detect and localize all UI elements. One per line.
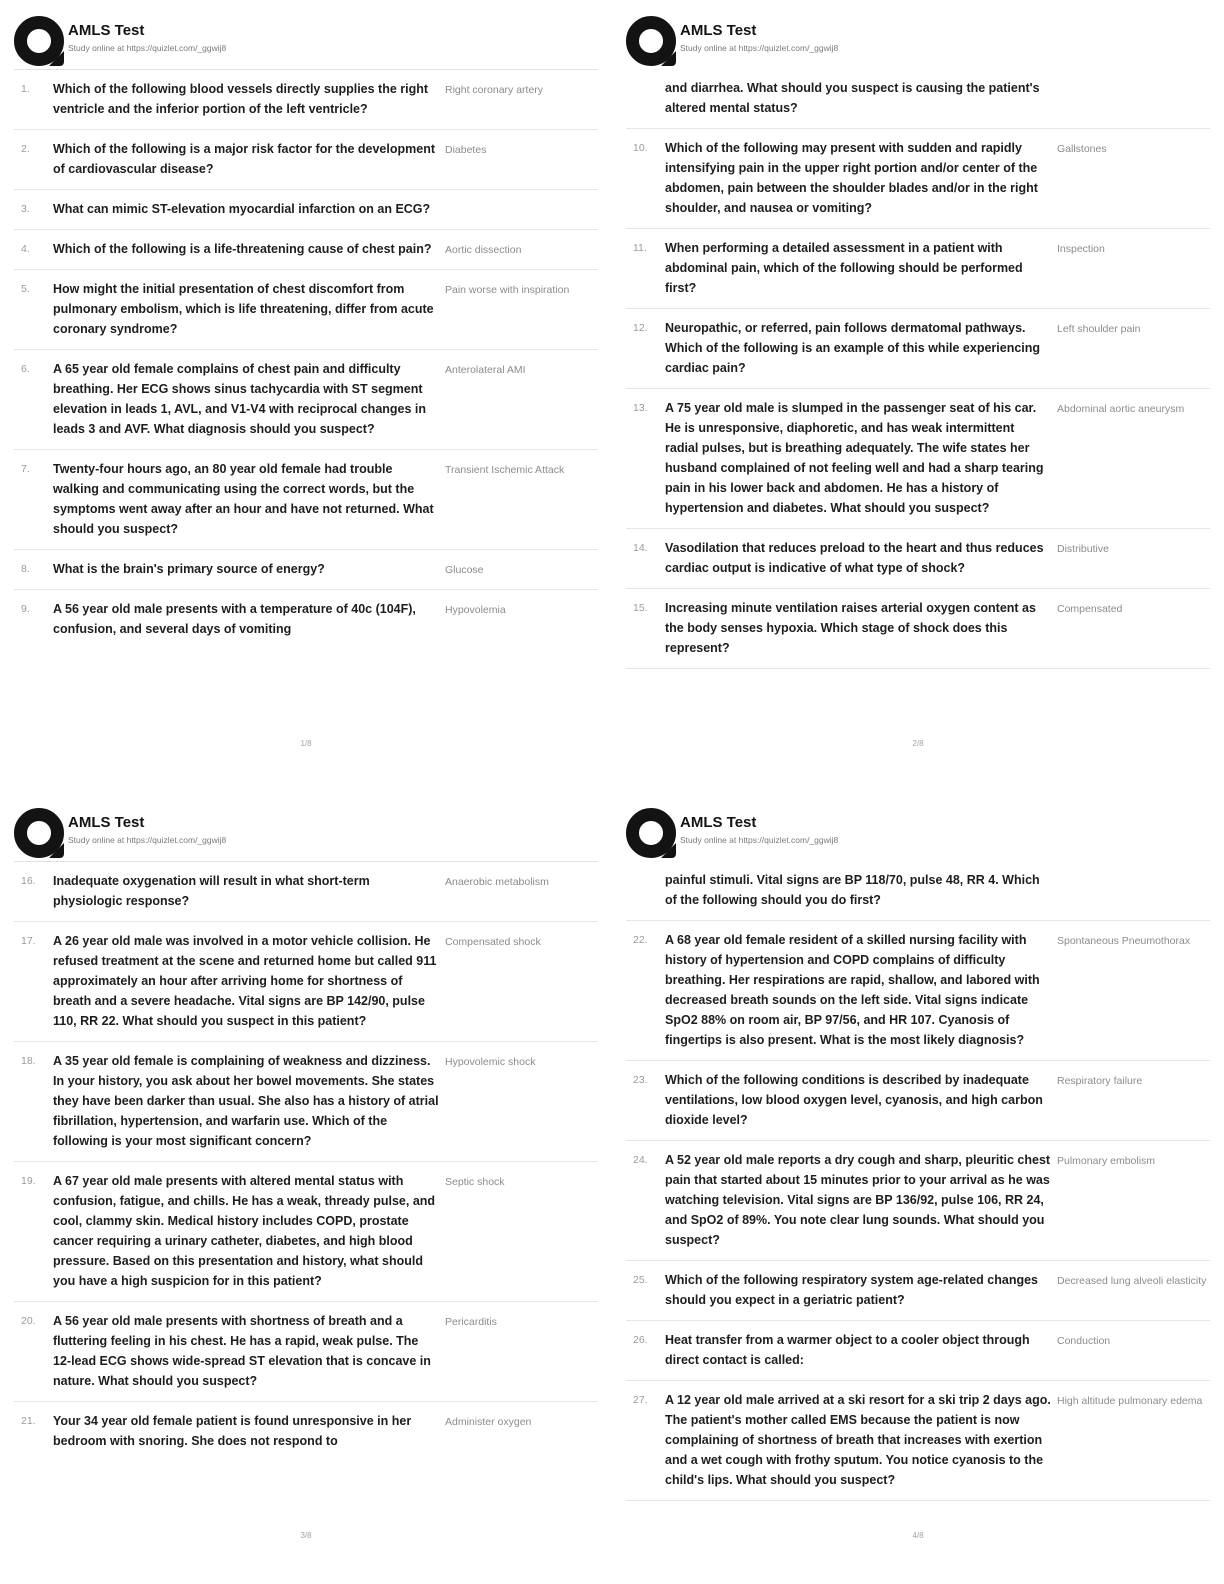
- page-title: AMLS Test: [68, 814, 145, 831]
- question-row: [14, 130, 598, 190]
- question-list: [14, 862, 598, 1461]
- question-row: [14, 590, 598, 649]
- quizlet-q-icon: [14, 808, 64, 858]
- question-row: [14, 1042, 598, 1162]
- quizlet-q-icon: [14, 16, 64, 66]
- question-number: 27.: [633, 1394, 648, 1406]
- question-number: 9.: [21, 603, 30, 615]
- page-header: [626, 16, 1210, 69]
- page-footer: 2/8: [912, 739, 924, 748]
- question-number: 5.: [21, 283, 30, 295]
- question-text: A 35 year old female is complaining of weakness and dizziness. In your history, you ask about her bowel movements. She states they have been darker than usual. She also has a history of atrial fibrillation, hypertension, and warfarin use. Which of the following is your most significant concern?: [53, 1054, 439, 1148]
- question-number: 11.: [633, 242, 647, 254]
- page-header: [14, 808, 598, 862]
- question-row: [626, 1141, 1210, 1261]
- question-text: What is the brain's primary source of energy?: [53, 562, 325, 576]
- question-text: Which of the following respiratory system age-related changes should you expect in a geriatric patient?: [665, 1273, 1038, 1307]
- answer-text: [445, 199, 598, 202]
- question-text: Which of the following blood vessels directly supplies the right ventricle and the inferior portion of the left ventricle?: [53, 82, 429, 116]
- question-text: Your 34 year old female patient is found unresponsive in her bedroom with snoring. She does not respond to: [53, 1414, 412, 1448]
- answer-text: Gallstones: [1057, 143, 1107, 155]
- question-row: [626, 589, 1210, 669]
- question-text: Neuropathic, or referred, pain follows dermatomal pathways. Which of the following is an example of this while experiencing cardiac pain?: [665, 321, 1041, 375]
- quizlet-q-icon: [626, 808, 676, 858]
- question-list: [14, 70, 598, 649]
- question-row: [14, 862, 598, 922]
- question-row: [14, 550, 598, 590]
- header-text: [680, 16, 838, 53]
- page-title: AMLS Test: [68, 22, 145, 39]
- answer-text: Diabetes: [445, 144, 487, 156]
- question-row: [14, 70, 598, 130]
- header-text: [68, 16, 226, 53]
- question-row: [14, 270, 598, 350]
- question-number: 20.: [21, 1315, 36, 1327]
- answer-text: Hypovolemic shock: [445, 1056, 536, 1068]
- page-4: [612, 792, 1224, 1584]
- answer-text: [1057, 78, 1210, 81]
- page-2: [612, 0, 1224, 792]
- page-header: [14, 16, 598, 70]
- question-row: [626, 309, 1210, 389]
- question-continuation-row: [626, 861, 1210, 921]
- question-row: [14, 1402, 598, 1461]
- question-text: What can mimic ST-elevation myocardial infarction on an ECG?: [53, 202, 431, 216]
- question-number: 24.: [633, 1154, 648, 1166]
- question-row: [14, 1302, 598, 1402]
- question-text: Twenty-four hours ago, an 80 year old female had trouble walking and communicating using the correct words, but the symptoms went away after an hour and have not returned. What should you suspect?: [53, 462, 434, 536]
- question-text: painful stimuli. Vital signs are BP 118/70, pulse 48, RR 4. Which of the following should you do first?: [665, 873, 1040, 907]
- question-number: 12.: [633, 322, 648, 334]
- question-row: [626, 921, 1210, 1061]
- answer-text: Respiratory failure: [1057, 1075, 1143, 1087]
- study-online-url: Study online at https://quizlet.com/_ggwij8: [68, 43, 227, 53]
- question-text: Vasodilation that reduces preload to the heart and thus reduces cardiac output is indicative of what type of shock?: [665, 541, 1044, 575]
- page-title: AMLS Test: [680, 22, 757, 39]
- question-number: 3.: [21, 203, 30, 215]
- question-row: [14, 1162, 598, 1302]
- question-number: 18.: [21, 1055, 36, 1067]
- answer-text: Administer oxygen: [445, 1416, 532, 1428]
- question-row: [626, 1381, 1210, 1501]
- question-text: A 12 year old male arrived at a ski resort for a ski trip 2 days ago. The patient's mother called EMS because the patient is now complaining of shortness of breath that increases with exertion and a wet cough with frothy sputum. You notice cyanosis to the child's lips. What should you suspect?: [665, 1393, 1051, 1487]
- question-number: 7.: [21, 463, 30, 475]
- question-number: 22.: [633, 934, 648, 946]
- question-text: A 65 year old female complains of chest pain and difficulty breathing. Her ECG shows sinus tachycardia with ST segment elevation in leads 1, AVL, and V1-V4 with reciprocal changes in leads 3 and AVF. What diagnosis should you suspect?: [53, 362, 427, 436]
- question-text: Heat transfer from a warmer object to a cooler object through direct contact is called:: [665, 1333, 1030, 1367]
- answer-text: Conduction: [1057, 1335, 1111, 1347]
- question-number: 10.: [633, 142, 648, 154]
- quizlet-q-icon: [626, 16, 676, 66]
- question-text: A 52 year old male reports a dry cough and sharp, pleuritic chest pain that started about 15 minutes prior to your arrival as he was watching television. Vital signs are BP 136/92, pulse 106, RR 24, and SpO2 of 89%. You note clear lung sounds. What should you suspect?: [665, 1153, 1051, 1247]
- question-text: A 67 year old male presents with altered mental status with confusion, fatigue, and chills. He has a weak, thready pulse, and cool, clammy skin. Medical history includes COPD, prostate cancer requiring a urinary catheter, diabetes, and high blood pressure. Based on this presentation and history, what should you have a high suspicion for in this patient?: [53, 1174, 436, 1288]
- question-number: 6.: [21, 363, 30, 375]
- question-number: 25.: [633, 1274, 648, 1286]
- page-3: [0, 792, 612, 1584]
- question-row: [626, 1261, 1210, 1321]
- answer-text: Decreased lung alveoli elasticity: [1057, 1275, 1207, 1287]
- study-online-url: Study online at https://quizlet.com/_ggwij8: [680, 43, 839, 53]
- question-row: [626, 1321, 1210, 1381]
- question-row: [14, 350, 598, 450]
- question-row: [14, 922, 598, 1042]
- question-number: [626, 870, 665, 873]
- question-text: How might the initial presentation of chest discomfort from pulmonary embolism, which is life threatening, differ from acute coronary syndrome?: [53, 282, 434, 336]
- answer-text: Abdominal aortic aneurysm: [1057, 403, 1185, 415]
- question-number: 26.: [633, 1334, 648, 1346]
- question-number: 16.: [21, 875, 36, 887]
- page-footer: 4/8: [912, 1531, 924, 1540]
- question-text: A 68 year old female resident of a skilled nursing facility with history of hypertension and COPD complains of difficulty breathing. Her respirations are rapid, shallow, and labored with decreased breath sounds on the left side. Vital signs indicate SpO2 88% on room air, BP 97/56, and HR 107. Cyanosis of fingertips is also present. What is the most likely diagnosis?: [665, 933, 1040, 1047]
- question-text: Which of the following is a life-threatening cause of chest pain?: [53, 242, 432, 256]
- question-number: 15.: [633, 602, 648, 614]
- question-row: [14, 450, 598, 550]
- question-row: [626, 389, 1210, 529]
- question-row: [626, 1061, 1210, 1141]
- answer-text: Transient Ischemic Attack: [445, 464, 565, 476]
- answer-text: Aortic dissection: [445, 244, 522, 256]
- question-list: [626, 69, 1210, 669]
- page-header: [626, 808, 1210, 861]
- question-text: and diarrhea. What should you suspect is causing the patient's altered mental status?: [665, 81, 1040, 115]
- answer-text: Pulmonary embolism: [1057, 1155, 1156, 1167]
- study-online-url: Study online at https://quizlet.com/_ggwij8: [680, 835, 839, 845]
- question-number: 1.: [21, 83, 30, 95]
- answer-text: Septic shock: [445, 1176, 505, 1188]
- page-1: [0, 0, 612, 792]
- answer-text: Right coronary artery: [445, 84, 544, 96]
- header-text: [68, 808, 226, 845]
- question-text: Inadequate oxygenation will result in what short-term physiologic response?: [53, 874, 370, 908]
- question-number: 14.: [633, 542, 648, 554]
- answer-text: Inspection: [1057, 243, 1105, 255]
- question-row: [626, 529, 1210, 589]
- answer-text: Left shoulder pain: [1057, 323, 1141, 335]
- question-text: Which of the following may present with sudden and rapidly intensifying pain in the upper right portion and/or center of the abdomen, pain between the shoulder blades and/or in the right shoulder, and nausea or vomiting?: [665, 141, 1038, 215]
- answer-text: High altitude pulmonary edema: [1057, 1395, 1203, 1407]
- question-row: [626, 129, 1210, 229]
- answer-text: Pericarditis: [445, 1316, 497, 1328]
- question-list: [626, 861, 1210, 1501]
- header-text: [680, 808, 838, 845]
- answer-text: Anterolateral AMI: [445, 364, 526, 376]
- question-text: Which of the following is a major risk factor for the development of cardiovascular disease?: [53, 142, 435, 176]
- answer-text: Spontaneous Pneumothorax: [1057, 935, 1191, 947]
- question-number: 4.: [21, 243, 30, 255]
- answer-text: Hypovolemia: [445, 604, 506, 616]
- question-number: 13.: [633, 402, 648, 414]
- question-text: A 26 year old male was involved in a motor vehicle collision. He refused treatment at the scene and returned home but called 911 approximately an hour after arriving home for shortness of breath and a severe headache. Vital signs are BP 142/90, pulse 110, RR 22. What should you suspect in this patient?: [53, 934, 437, 1028]
- answer-text: [1057, 870, 1210, 873]
- question-number: 2.: [21, 143, 30, 155]
- page-title: AMLS Test: [680, 814, 757, 831]
- answer-text: Compensated shock: [445, 936, 541, 948]
- answer-text: Pain worse with inspiration: [445, 284, 570, 296]
- answer-text: Compensated: [1057, 603, 1123, 615]
- question-number: 21.: [21, 1415, 36, 1427]
- question-row: [14, 230, 598, 270]
- page-footer: 3/8: [300, 1531, 312, 1540]
- answer-text: Distributive: [1057, 543, 1109, 555]
- question-text: A 56 year old male presents with shortness of breath and a fluttering feeling in his chest. He has a rapid, weak pulse. The 12-lead ECG shows wide-spread ST elevation that is concave in nature. What should you suspect?: [53, 1314, 431, 1388]
- study-online-url: Study online at https://quizlet.com/_ggwij8: [68, 835, 227, 845]
- answer-text: Glucose: [445, 564, 484, 576]
- question-row: [14, 190, 598, 230]
- question-text: A 56 year old male presents with a temperature of 40c (104F), confusion, and several days of vomiting: [53, 602, 416, 636]
- question-number: 8.: [21, 563, 30, 575]
- question-text: A 75 year old male is slumped in the passenger seat of his car. He is unresponsive, diaphoretic, and has weak intermittent radial pulses, but is breathing adequately. The wife states her husband complained of not feeling well and had a sharp tearing pain in his lower back and abdomen. He has a history of hypertension and diabetes. What should you suspect?: [665, 401, 1044, 515]
- question-continuation-row: [626, 69, 1210, 129]
- question-number: 17.: [21, 935, 36, 947]
- question-text: When performing a detailed assessment in a patient with abdominal pain, which of the following should be performed first?: [665, 241, 1023, 295]
- question-number: 23.: [633, 1074, 648, 1086]
- question-text: Increasing minute ventilation raises arterial oxygen content as the body senses hypoxia. Which stage of shock does this represent?: [665, 601, 1036, 655]
- question-number: [626, 78, 665, 81]
- page-footer: 1/8: [300, 739, 312, 748]
- question-row: [626, 229, 1210, 309]
- question-text: Which of the following conditions is described by inadequate ventilations, low blood oxygen level, cyanosis, and high carbon dioxide level?: [665, 1073, 1043, 1127]
- answer-text: Anaerobic metabolism: [445, 876, 549, 888]
- question-number: 19.: [21, 1175, 36, 1187]
